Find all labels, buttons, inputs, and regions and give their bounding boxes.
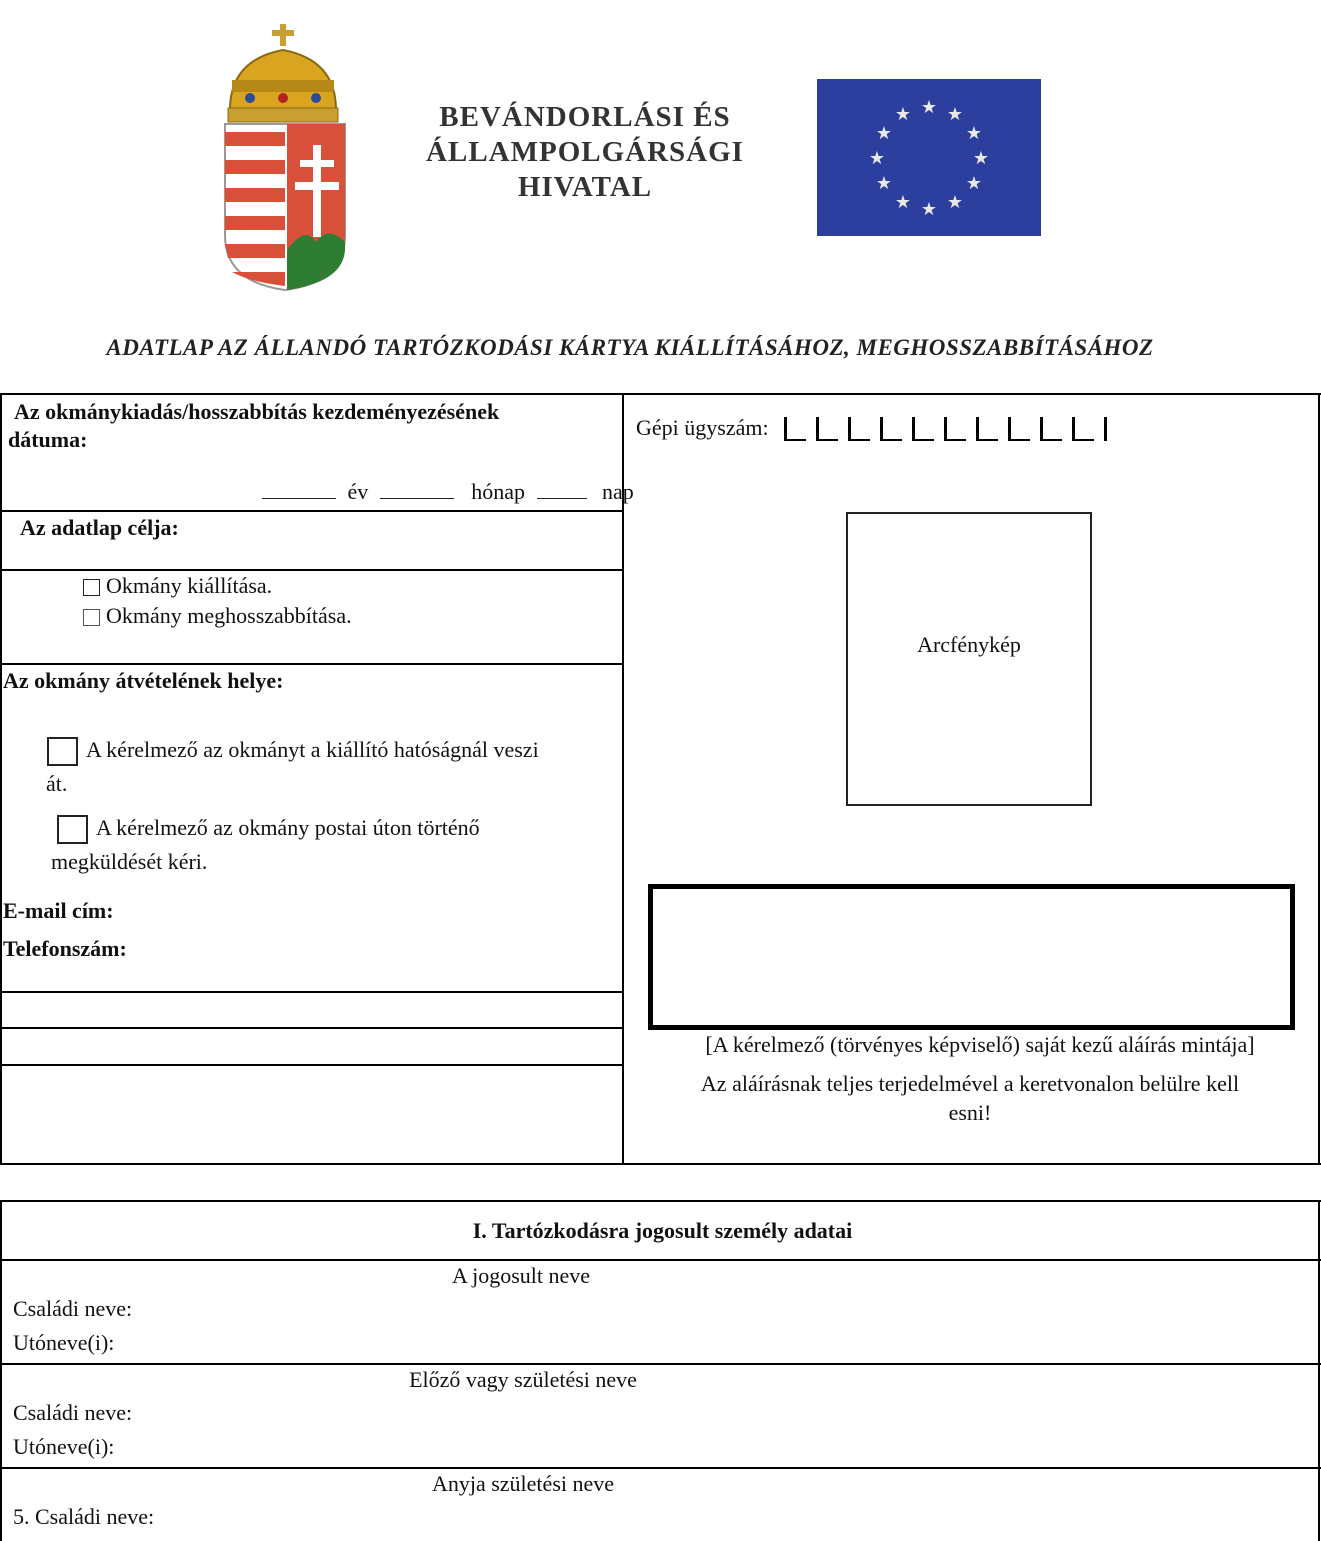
- given-names-label: Utóneve(i):: [13, 1330, 115, 1355]
- month-label: hónap: [471, 479, 526, 504]
- photo-box: [846, 512, 1092, 806]
- agency-name: [405, 100, 765, 205]
- pickup-office-checkbox[interactable]: [47, 737, 78, 766]
- purpose-issue-label: Okmány kiállítása.: [106, 573, 273, 598]
- svg-text:★: ★: [920, 97, 938, 118]
- svg-text:★: ★: [894, 192, 912, 213]
- year-field[interactable]: [262, 480, 336, 499]
- day-field[interactable]: [537, 480, 587, 499]
- day-label: nap: [602, 479, 634, 504]
- section1-title: I. Tartózkodásra jogosult személy adatai: [472, 1218, 853, 1243]
- svg-text:★: ★: [946, 192, 964, 213]
- date-label-cont: dátuma:: [8, 427, 88, 452]
- name-heading: A jogosult neve: [451, 1263, 591, 1288]
- svg-text:★: ★: [920, 199, 938, 220]
- signature-note-line-2: esni!: [948, 1100, 992, 1125]
- phone-label: Telefonszám:: [3, 936, 127, 961]
- svg-text:★: ★: [946, 104, 964, 125]
- purpose-option-issue[interactable]: [83, 573, 272, 599]
- purpose-issue-checkbox[interactable]: [83, 579, 100, 596]
- svg-text:★: ★: [868, 148, 886, 169]
- date-fields: [262, 479, 634, 505]
- svg-text:★: ★: [965, 123, 983, 144]
- photo-label: Arcfénykép: [917, 632, 1021, 657]
- case-number-label: Gépi ügyszám:: [636, 415, 769, 440]
- purpose-extend-checkbox[interactable]: [83, 609, 100, 626]
- svg-text:★: ★: [972, 148, 990, 169]
- pickup-option-office[interactable]: [47, 737, 539, 766]
- month-field[interactable]: [380, 480, 454, 499]
- signature-note-line-1: Az aláírásnak teljes terjedelmével a keretvonalon belülre kell: [700, 1071, 1240, 1096]
- date-label: Az okmánykiadás/hosszabbítás kezdeményezésének: [14, 399, 500, 424]
- prev-given-names-label: Utóneve(i):: [13, 1434, 115, 1459]
- pickup-post-label-cont: megküldését kéri.: [51, 849, 208, 874]
- case-number: [636, 415, 1117, 441]
- prev-family-name-label: Családi neve:: [13, 1400, 133, 1425]
- case-number-boxes[interactable]: [784, 415, 1117, 440]
- purpose-option-extend[interactable]: [83, 603, 352, 629]
- signature-caption: [A kérelmező (törvényes képviselő) saját kezű aláírás mintája]: [705, 1032, 1255, 1057]
- mother-family-name-label: 5. Családi neve:: [13, 1504, 155, 1529]
- coat-of-arms-logo: [210, 20, 360, 295]
- email-label: E-mail cím:: [3, 898, 114, 923]
- mother-name-heading: Anyja születési neve: [431, 1471, 615, 1496]
- agency-line-3: HIVATAL: [517, 171, 653, 203]
- signature-note: [640, 1069, 1300, 1127]
- year-label: év: [347, 479, 369, 504]
- purpose-label: Az adatlap célja:: [20, 515, 179, 540]
- svg-text:★: ★: [875, 173, 893, 194]
- agency-line-1: BEVÁNDORLÁSI ÉS: [439, 101, 731, 133]
- svg-text:★: ★: [965, 173, 983, 194]
- eu-flag-logo: [817, 79, 1041, 236]
- form-title: ADATLAP AZ ÁLLANDÓ TARTÓZKODÁSI KÁRTYA KIÁLLÍTÁSÁHOZ, MEGHOSSZABBÍTÁSÁHOZ: [106, 335, 1154, 360]
- svg-text:★: ★: [894, 104, 912, 125]
- pickup-option-post[interactable]: [57, 815, 480, 844]
- signature-box[interactable]: [648, 884, 1295, 1030]
- pickup-label: Az okmány átvételének helye:: [3, 668, 284, 693]
- agency-line-2: ÁLLAMPOLGÁRSÁGI: [426, 136, 744, 168]
- pickup-post-checkbox[interactable]: [57, 815, 88, 844]
- prev-name-heading: Előző vagy születési neve: [409, 1367, 637, 1392]
- pickup-office-label-cont: át.: [46, 771, 68, 796]
- svg-text:★: ★: [875, 123, 893, 144]
- pickup-post-label: A kérelmező az okmány postai úton történő: [96, 815, 480, 840]
- pickup-office-label: A kérelmező az okmányt a kiállító hatóságnál veszi: [86, 737, 539, 762]
- purpose-extend-label: Okmány meghosszabbítása.: [106, 603, 352, 628]
- family-name-label: Családi neve:: [13, 1296, 133, 1321]
